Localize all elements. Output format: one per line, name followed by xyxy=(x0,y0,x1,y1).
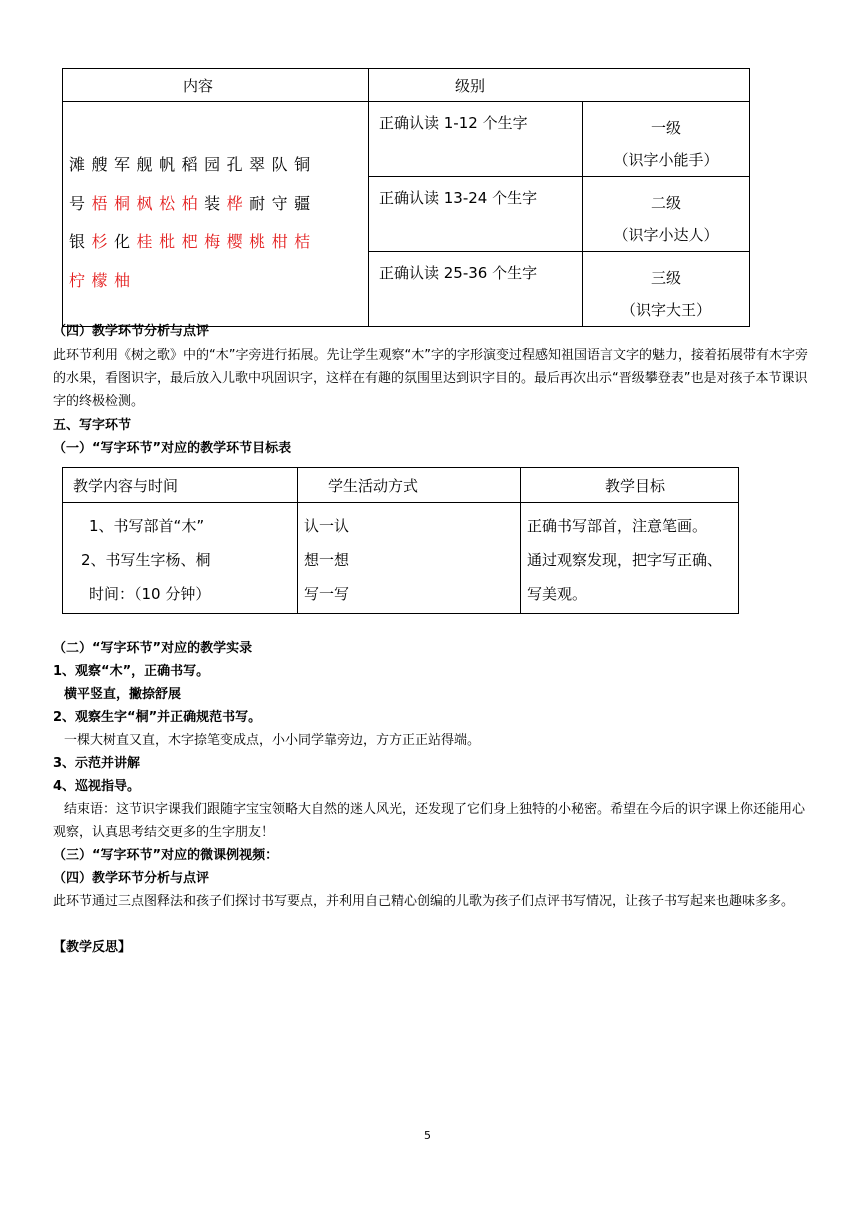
character: 柏 xyxy=(181,193,205,213)
level-3-title: （识字大王） xyxy=(620,301,711,319)
level-2-grade: 二级 xyxy=(650,194,681,212)
character: 柑 xyxy=(271,232,295,251)
level-2-desc: 正确认读 13-24 个生字 xyxy=(369,177,583,252)
section-heading: （二）“写字环节”对应的教学实录 xyxy=(53,641,253,656)
character: 耐 xyxy=(249,193,272,213)
activity-line: 写一写 xyxy=(304,585,350,603)
character: 园 xyxy=(204,155,227,174)
character: 稻 xyxy=(181,155,205,174)
level-1-title: （识字小能手） xyxy=(613,151,719,169)
character: 桔 xyxy=(294,232,317,251)
character: 檬 xyxy=(91,270,115,290)
character: 桐 xyxy=(114,193,137,213)
header-cell: 学生活动方式 xyxy=(298,468,521,503)
record-line: 1、观察“木”，正确书写。 xyxy=(53,664,210,679)
section-heading: （四）教学环节分析与点评 xyxy=(53,324,210,339)
character: 守 xyxy=(271,193,295,213)
character: 梧 xyxy=(91,193,115,213)
character-line xyxy=(69,223,362,262)
level-3-desc: 正确认读 25-36 个生字 xyxy=(369,252,583,327)
character: 桃 xyxy=(249,232,272,251)
character: 柚 xyxy=(114,270,137,290)
character: 号 xyxy=(69,193,92,213)
content-line: 1、书写部首“木” xyxy=(89,517,205,535)
header-content: 内容 xyxy=(63,69,369,102)
character: 舰 xyxy=(136,155,160,174)
character: 艘 xyxy=(91,155,115,174)
level-1-desc: 正确认读 1-12 个生字 xyxy=(369,102,583,177)
activity-cell xyxy=(298,503,521,614)
activity-line: 认一认 xyxy=(304,517,350,535)
record-line: 2、观察生字“桐”并正确规范书写。 xyxy=(53,710,262,725)
level-3-grade: 三级 xyxy=(650,269,681,287)
reflection-heading: 【教学反思】 xyxy=(53,940,132,955)
level-1-grade-cell xyxy=(583,102,750,177)
record-line: 一棵大树直又直，木字捺笔变成点，小小同学靠旁边，方方正正站得端。 xyxy=(64,733,481,748)
character: 松 xyxy=(159,193,182,213)
level-2-grade-cell xyxy=(583,177,750,252)
character: 枇 xyxy=(159,232,182,251)
literacy-level-table xyxy=(62,68,750,327)
character: 铜 xyxy=(294,155,317,174)
record-line: 结束语：这节识字课我们跟随字宝宝领略大自然的迷人风光，还发现了它们身上独特的小秘密。希望在今后的识字课上你还能用心观察，认真思考结交更多的生字朋友！ xyxy=(53,802,806,840)
record-line: 3、示范并讲解 xyxy=(53,756,141,771)
paragraph: 此环节利用《树之歌》中的“木”字旁进行拓展。先让学生观察“木”字的字形演变过程感知祖国语言文字的魅力，接着拓展带有木字旁的水果，看图识字，最后放入儿歌中巩固识字，这样在有趣的氛围里达到识字目的。最后再次出示“晋级攀登表”也是对孩子本节课识字的终极检测。 xyxy=(53,348,808,409)
page-number: 5 xyxy=(424,1129,431,1142)
goal-line: 通过观察发现，把字写正确、写美观。 xyxy=(527,551,723,603)
character: 滩 xyxy=(69,155,92,174)
goal-cell xyxy=(521,503,739,614)
character: 银 xyxy=(69,232,92,251)
character: 孔 xyxy=(226,155,250,174)
section-heading: 五、写字环节 xyxy=(53,418,132,433)
header-cell: 教学目标 xyxy=(521,468,739,503)
header-cell: 教学内容与时间 xyxy=(63,468,298,503)
section-heading: （一）“写字环节”对应的教学环节目标表 xyxy=(53,441,292,456)
content-cell xyxy=(63,503,298,614)
section-heading: （三）“写字环节”对应的微课例视频： xyxy=(53,848,279,863)
character: 杷 xyxy=(181,232,205,251)
content-line: 2、书写生字杨、桐 xyxy=(81,551,211,569)
character: 桦 xyxy=(226,193,250,213)
level-2-title: （识字小达人） xyxy=(613,226,719,244)
character: 疆 xyxy=(294,193,317,213)
character-line xyxy=(69,146,362,185)
character: 翠 xyxy=(249,155,272,174)
character-line xyxy=(69,185,362,224)
character: 化 xyxy=(114,232,137,251)
character-line xyxy=(69,262,362,301)
character: 枫 xyxy=(136,193,160,213)
level-3-grade-cell xyxy=(583,252,750,327)
character: 帆 xyxy=(159,155,182,174)
content-line: 时间：（10 分钟） xyxy=(89,585,211,603)
character: 队 xyxy=(271,155,295,174)
header-level: 级别 xyxy=(369,69,750,102)
character: 杉 xyxy=(91,232,115,251)
character: 梅 xyxy=(204,232,227,251)
section-heading: （四）教学环节分析与点评 xyxy=(53,871,210,886)
character: 装 xyxy=(204,193,227,213)
goal-line: 正确书写部首，注意笔画。 xyxy=(527,517,708,535)
character: 军 xyxy=(114,155,137,174)
paragraph: 此环节通过三点图释法和孩子们探讨书写要点，并利用自己精心创编的儿歌为孩子们点评书写情况，让孩子书写起来也趣味多多。 xyxy=(53,894,795,909)
record-line: 横平竖直，撇捺舒展 xyxy=(64,687,182,702)
level-1-grade: 一级 xyxy=(650,119,681,137)
character: 樱 xyxy=(226,232,250,251)
writing-goals-table xyxy=(62,467,739,614)
record-line: 4、巡视指导。 xyxy=(53,779,141,794)
activity-line: 想一想 xyxy=(304,551,350,569)
character: 柠 xyxy=(69,270,92,290)
character-list-cell xyxy=(63,102,369,327)
character: 桂 xyxy=(136,232,160,251)
